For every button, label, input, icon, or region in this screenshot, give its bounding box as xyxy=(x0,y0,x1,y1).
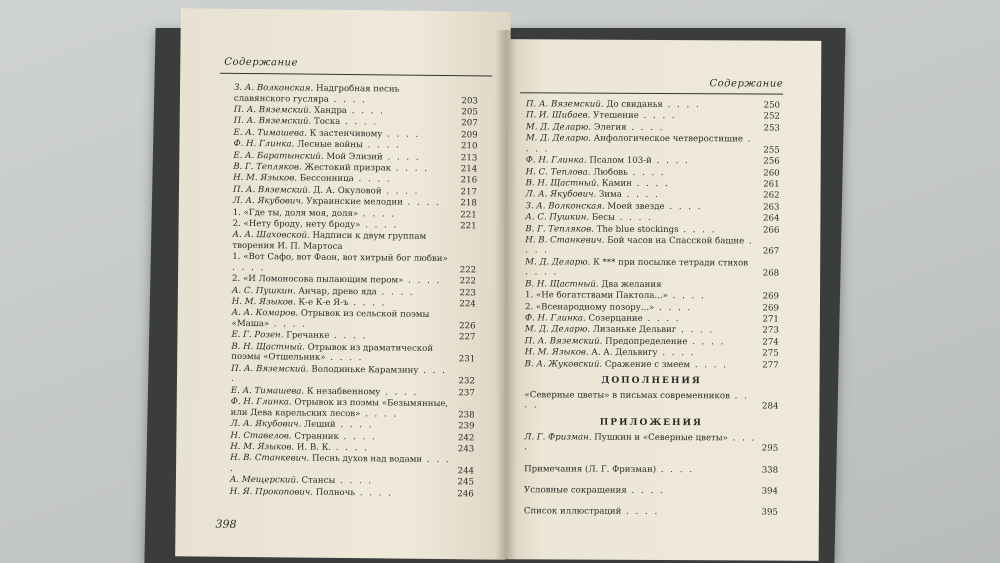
header-rule-right xyxy=(520,92,783,94)
toc-entry-page: 239 xyxy=(458,421,475,432)
toc-entry-author: Н. В. Станкевич. xyxy=(525,235,605,246)
toc-entry-title: 1. «Где ты, доля моя, доля» xyxy=(232,207,359,219)
toc-entry-page: 221 xyxy=(460,221,477,232)
dot-leader: . . . . xyxy=(348,298,387,309)
toc-entry-author: Ф. Н. Глинка. xyxy=(233,139,295,150)
dot-leader: . . . . xyxy=(358,208,397,220)
toc-entry xyxy=(232,230,476,254)
toc-entry xyxy=(230,487,474,500)
toc-entry-page: 255 xyxy=(763,145,780,156)
toc-entry-author: А. А. Шаховской. xyxy=(232,230,310,241)
toc-entry-page: 252 xyxy=(763,111,780,123)
toc-entry-page: 227 xyxy=(458,332,476,343)
toc-entry-title: Мой Элизий xyxy=(326,151,383,162)
toc-entry xyxy=(525,201,779,213)
toc-entry-title: Полночь xyxy=(315,487,356,498)
toc-entry-author: М. Д. Деларю. xyxy=(525,122,592,133)
toc-entry-author: М. Д. Деларю. xyxy=(525,133,592,144)
toc-entry-page: 221 xyxy=(460,209,477,220)
toc-entry-title: Хандра xyxy=(314,105,348,117)
toc-entry-author: Н. Ставелов. xyxy=(230,430,292,442)
right-page xyxy=(504,39,822,561)
toc-entry-page: 222 xyxy=(459,276,477,287)
toc-entry-page: 231 xyxy=(458,354,476,365)
toc-entry-title: Д. А. Окуловой xyxy=(313,185,382,197)
toc-entry xyxy=(525,347,779,359)
toc-entry-title: Зима xyxy=(598,189,622,201)
toc-entry-author: П. А. Вяземский. xyxy=(233,116,312,128)
dot-leader: . . . . xyxy=(676,325,715,336)
toc-entry-author: М. Д. Деларю. xyxy=(524,324,591,336)
toc-entry xyxy=(525,212,779,224)
toc-entry xyxy=(525,359,779,371)
dot-leader: . . . . xyxy=(678,224,717,235)
toc-entry xyxy=(525,235,779,258)
toc-entry-page: 266 xyxy=(762,225,780,236)
dot-leader: . . . . xyxy=(657,348,696,359)
toc-entry-title: И. В. К. xyxy=(296,442,332,453)
toc-entry-page: 207 xyxy=(461,118,478,129)
toc-entry-author: В. Н. Щастный. xyxy=(525,279,599,290)
toc-entry xyxy=(524,464,778,476)
toc-entry-page: 237 xyxy=(458,387,475,399)
toc-entry xyxy=(231,364,475,388)
toc-entry-page: 246 xyxy=(457,488,474,500)
dot-leader: . . . . xyxy=(638,111,677,122)
toc-entry-author: Л. Г. Фризман. xyxy=(524,431,592,443)
toc-entry xyxy=(525,257,779,280)
dot-leader: . . . . xyxy=(328,94,367,105)
dot-leader: . . . . xyxy=(382,151,421,163)
toc-entry-title: Анфологическое четверостишие xyxy=(593,133,743,145)
toc-entry-author: Л. А. Якубович. xyxy=(230,418,302,430)
toc-entry-page: 260 xyxy=(763,168,780,179)
toc-entry-title: Лесные войны xyxy=(297,139,363,151)
dot-leader: . . . . xyxy=(360,408,399,420)
dot-leader: . . . . xyxy=(642,313,681,325)
dot-leader: . . . . xyxy=(626,485,665,496)
toc-entry-title: Гречанке xyxy=(286,330,330,342)
toc-entry-title: Пушкин и «Северные цветы» xyxy=(594,432,728,443)
toc-entry-author: П. А. Вяземский. xyxy=(233,104,312,116)
toc-entry xyxy=(526,133,780,156)
section-heading-supplements: ДОПОЛНЕНИЯ xyxy=(601,375,702,387)
toc-entry xyxy=(525,291,779,303)
page-number-left: 398 xyxy=(215,517,237,531)
header-rule-left xyxy=(220,73,492,77)
dot-leader: . . . . xyxy=(524,391,749,411)
toc-entry-page: 238 xyxy=(458,409,475,421)
toc-entry xyxy=(234,83,478,107)
dot-leader: . . . . xyxy=(391,163,430,174)
toc-list-left xyxy=(230,83,478,501)
toc-entry-title: «Северные цветы» в письмах современников xyxy=(524,390,730,402)
dot-leader: . . . . xyxy=(662,99,701,111)
toc-entry-title: Бесы xyxy=(591,212,615,223)
toc-entry-page: 273 xyxy=(762,325,779,337)
toc-entry-author: В. Н. Щастный. xyxy=(231,341,305,353)
toc-entry-author: Л. А. Якубович. xyxy=(525,189,597,200)
dot-leader: . . . . xyxy=(524,432,757,453)
toc-entry-title: Леший xyxy=(303,419,336,431)
toc-entry-author: Л. А. Якубович. xyxy=(232,195,304,207)
dot-leader: . . . . xyxy=(340,117,379,128)
toc-entry-author: А. Мещерский. xyxy=(229,475,299,486)
toc-entry-page: 216 xyxy=(460,175,478,186)
toc-entry-title: 1. «Вот Сафо, вот Фаон, вот хитрый бог любви» xyxy=(232,252,448,265)
toc-entry-title: Тоска xyxy=(313,117,341,128)
toc-entry-page: 242 xyxy=(457,432,475,443)
toc-entry-author: З. А. Волконская. xyxy=(233,82,314,94)
dot-leader: . . . . xyxy=(664,201,703,212)
toc-entry-page: 214 xyxy=(460,164,478,175)
toc-entry-author: М. Д. Деларю. xyxy=(525,257,591,268)
dot-leader: . . . . xyxy=(338,431,377,442)
toc-entry-page: 209 xyxy=(461,129,478,141)
toc-entry-title: К незабвенному xyxy=(306,386,381,398)
toc-entry-title: Надписи к двум группам творения И. П. Мартоса xyxy=(232,230,427,252)
toc-supplement-entries xyxy=(524,390,778,413)
toc-entry xyxy=(525,336,779,348)
dot-leader: . . . . xyxy=(230,455,451,474)
toc-entry-author: А. С. Пушкин. xyxy=(525,212,590,223)
toc-entry-title: До свиданья xyxy=(606,99,663,110)
dot-leader: . . . . xyxy=(382,129,421,140)
toc-entry-page: 226 xyxy=(459,321,476,332)
toc-entry-author: Н. М. Языков. xyxy=(233,173,298,184)
dot-leader: . . . . xyxy=(325,353,364,364)
toc-entry xyxy=(526,155,780,167)
toc-entry-title: Сражение с змеем xyxy=(604,359,691,370)
toc-entry-author: Н. В. Станкевич. xyxy=(230,453,310,464)
toc-entry-title: А. А. Дельвигу xyxy=(591,347,658,359)
dot-leader: . . . . xyxy=(381,186,420,197)
toc-entry xyxy=(526,178,780,190)
toc-entry-author: П. А. Вяземский. xyxy=(525,99,604,110)
running-head-left: Содержание xyxy=(224,56,298,69)
toc-entry-author: А. С. Пушкин. xyxy=(231,285,296,297)
toc-entry-author: П. А. Вяземский. xyxy=(524,336,603,347)
toc-entry xyxy=(232,252,476,276)
toc-entry-title: 2. «Нету броду, нету броду» xyxy=(232,218,361,231)
toc-entry-author: П. А. Вяземский. xyxy=(231,363,309,375)
toc-entry-title: Предопределение xyxy=(605,336,688,347)
running-head-right: Содержание xyxy=(709,78,784,90)
toc-entry xyxy=(524,390,778,413)
toc-entry-page: 264 xyxy=(762,213,780,224)
toc-entry-page: 338 xyxy=(761,465,779,476)
toc-appendix-entries xyxy=(524,432,779,529)
toc-entry-page: 267 xyxy=(762,247,780,258)
toc-entry-author: Н. М. Языков. xyxy=(524,347,589,358)
dot-leader: . . . . xyxy=(335,420,374,431)
toc-entry xyxy=(232,308,476,332)
toc-entry-author: Е. Г. Розен. xyxy=(231,330,284,341)
toc-entry-page: 213 xyxy=(460,152,478,163)
toc-entry xyxy=(525,325,779,337)
toc-entry-author: Н. Я. Прокопович. xyxy=(229,486,314,498)
toc-entry-author: А. А. Комаров. xyxy=(231,308,299,319)
toc-entry-title: 2. «Всенародному позору...» xyxy=(524,301,655,313)
section-heading-appendices: ПРИЛОЖЕНИЯ xyxy=(599,417,703,429)
toc-entry-page: 205 xyxy=(461,107,478,118)
toc-entry-page: 217 xyxy=(460,186,478,198)
dot-leader: . . . . xyxy=(380,387,419,398)
toc-entry-title: Бессонница xyxy=(299,173,354,185)
dot-leader: . . . . xyxy=(614,212,653,224)
toc-entry-page: 223 xyxy=(459,287,476,299)
toc-entry-title: Элегия xyxy=(593,122,627,133)
toc-entry-page: 262 xyxy=(763,190,780,201)
toc-entry-author: Е. А. Тимашева. xyxy=(233,127,307,139)
left-page xyxy=(175,8,511,559)
toc-entry-title: Анчар, древо яда xyxy=(298,286,377,297)
toc-entry-title: Отрывок из сельской поэмы «Маша» xyxy=(231,308,430,330)
dot-leader: . . . . xyxy=(269,319,308,330)
dot-leader: . . . . xyxy=(362,140,401,151)
toc-main-entries xyxy=(525,99,780,371)
toc-entry-page: 224 xyxy=(459,299,476,310)
toc-entry-title: The blue stockings xyxy=(596,224,679,235)
toc-entry-page: 269 xyxy=(762,291,780,302)
toc-entry-page: 261 xyxy=(763,179,780,190)
toc-entry-page: 243 xyxy=(457,444,475,455)
dot-leader: . . . . xyxy=(335,476,374,487)
toc-entry-page: 256 xyxy=(763,156,780,167)
toc-entry-title: Странник xyxy=(294,431,339,442)
toc-entry xyxy=(526,111,780,123)
toc-entry-author: Е. А. Тимашева. xyxy=(230,385,305,397)
toc-entry-title: Лизаньке Дельвиг xyxy=(592,325,677,336)
toc-entry-page: 232 xyxy=(458,376,476,387)
toc-entry xyxy=(524,507,778,519)
toc-entry-author: Н. М. Языков. xyxy=(231,296,296,308)
toc-entry xyxy=(231,397,475,421)
toc-entry-title: Песнь духов над водами xyxy=(311,453,423,466)
dot-leader: . . . . xyxy=(525,236,754,256)
toc-entry-page: 269 xyxy=(762,303,779,314)
toc-entry-page: 277 xyxy=(762,360,779,371)
dot-leader: . . . . xyxy=(329,331,368,342)
dot-leader: . . . . xyxy=(626,122,665,133)
toc-entry xyxy=(524,485,778,497)
toc-entry-author: П. А. Вяземский. xyxy=(232,184,311,196)
toc-entry-author: Н. С. Теплова. xyxy=(525,166,591,178)
toc-entry-title: 1. «Не богатствами Пактола...» xyxy=(524,290,668,302)
dot-leader: . . . . xyxy=(651,156,690,167)
dot-leader: . . . . xyxy=(402,197,441,209)
toc-entry-page: 210 xyxy=(460,141,478,152)
toc-entry-page: 222 xyxy=(459,265,477,276)
toc-entry-title: Любовь xyxy=(593,167,628,178)
toc-entry-title: Список иллюстраций xyxy=(523,506,622,518)
toc-entry-title: Украинские мелодии xyxy=(306,196,403,208)
toc-entry-page: 268 xyxy=(762,268,780,280)
toc-entry xyxy=(525,279,779,291)
toc-entry xyxy=(525,224,779,236)
toc-entry-author: В. Г. Тепляков. xyxy=(525,223,594,235)
toc-entry-page: 253 xyxy=(763,123,780,134)
dot-leader: . . . . xyxy=(631,178,670,189)
book-gutter xyxy=(495,30,517,560)
toc-entry-author: Н. М. Языков. xyxy=(230,441,295,453)
dot-leader: . . . . xyxy=(525,267,559,278)
toc-entry-title: Псалом 103-й xyxy=(589,155,652,167)
dot-leader: . . . . xyxy=(656,464,694,475)
dot-leader: . . . . xyxy=(232,262,266,274)
toc-entry xyxy=(525,302,779,314)
toc-entry-title: Надгробная песнь славянского гусляра xyxy=(233,83,400,105)
toc-entry xyxy=(231,342,475,366)
toc-entry-page: 395 xyxy=(761,507,778,518)
dot-leader: . . . . xyxy=(376,286,415,298)
toc-entry-title: Условные сокращения xyxy=(523,485,627,496)
dot-leader: . . . . xyxy=(525,134,753,155)
dot-leader: . . . . xyxy=(690,359,728,370)
dot-leader: . . . . xyxy=(687,336,726,348)
toc-entry xyxy=(526,190,780,202)
dot-leader: . . . . xyxy=(353,174,392,185)
toc-entry-title: Моей звезде xyxy=(607,201,665,212)
dot-leader: . . . . xyxy=(627,167,666,178)
toc-list-right xyxy=(524,99,780,529)
toc-entry-author: З. А. Волконская. xyxy=(525,201,605,212)
toc-entry-page: 245 xyxy=(457,477,474,488)
toc-entry-title: Утешение xyxy=(593,111,639,122)
toc-entry-title: 2. «И Ломоносова пылающим пером» xyxy=(231,274,404,286)
toc-entry-title: Камин xyxy=(601,178,632,189)
toc-entry xyxy=(230,453,474,477)
toc-entry-page: 275 xyxy=(762,348,779,359)
toc-entry-title: Созерцание xyxy=(588,313,643,324)
toc-entry-page: 244 xyxy=(457,466,475,477)
toc-entry-author: Ф. Н. Глинка. xyxy=(230,396,292,408)
toc-entry-title: К-е К-е Я-ъ xyxy=(298,297,349,309)
toc-entry-title: Стансы xyxy=(301,475,336,487)
toc-entry-title: Володиньке Карамзину xyxy=(311,364,419,376)
toc-entry-author: Ф. Н. Глинка. xyxy=(525,155,587,166)
toc-entry xyxy=(526,122,780,134)
toc-entry-title: Отрывок из поэмы «Безымянные, или Дева карельских лесов» xyxy=(230,397,449,419)
dot-leader: . . . . xyxy=(621,507,660,518)
dot-leader: . . . . xyxy=(360,220,399,231)
toc-entry-title: Отрывок из драматической поэмы «Отшельник» xyxy=(231,342,434,364)
toc-entry-title: К *** при посылке тетради стихов xyxy=(593,257,749,269)
toc-entry xyxy=(525,313,779,325)
toc-entry-author: В. Н. Щастный. xyxy=(525,178,600,189)
toc-entry-page: 263 xyxy=(763,202,780,213)
toc-entry-page: 295 xyxy=(761,443,779,454)
toc-entry xyxy=(524,432,778,455)
dot-leader: . . . . xyxy=(621,190,660,201)
toc-entry xyxy=(526,167,780,179)
toc-entry-title: К застенчивому xyxy=(309,128,383,140)
toc-entry-author: П. И. Шибаев. xyxy=(525,110,591,122)
toc-entry-page: 250 xyxy=(763,100,781,111)
dot-leader: . . . . xyxy=(230,365,447,385)
toc-entry-title: Два желания xyxy=(601,279,662,290)
toc-entry-page: 394 xyxy=(761,486,779,497)
dot-leader: . . . . xyxy=(654,302,693,313)
toc-entry-author: Ф. Н. Глинка. xyxy=(524,313,586,324)
dot-leader: . . . . xyxy=(346,106,385,117)
dot-leader: . . . . xyxy=(355,487,394,499)
dot-leader: . . . . xyxy=(667,291,706,302)
toc-entry xyxy=(526,99,780,111)
toc-entry-page: 218 xyxy=(460,198,477,209)
toc-entry-author: Е. А. Баратынский. xyxy=(233,150,324,162)
toc-entry-page: 274 xyxy=(762,337,779,348)
toc-entry-page: 271 xyxy=(762,314,779,325)
dot-leader: . . . . xyxy=(403,275,442,287)
toc-entry-title: Жестокий призрак xyxy=(304,162,392,174)
toc-entry-title: Бой часов на Спасской башне xyxy=(607,235,745,247)
toc-entry-author: В. Г. Тепляков. xyxy=(233,161,302,173)
toc-entry-author: В. А. Жуковский. xyxy=(524,358,603,370)
dot-leader: . . . . xyxy=(330,442,369,454)
toc-entry-title: Примечания (Л. Г. Фризман) xyxy=(524,463,657,475)
toc-entry-page: 203 xyxy=(461,95,478,106)
toc-entry-page: 284 xyxy=(762,401,779,412)
